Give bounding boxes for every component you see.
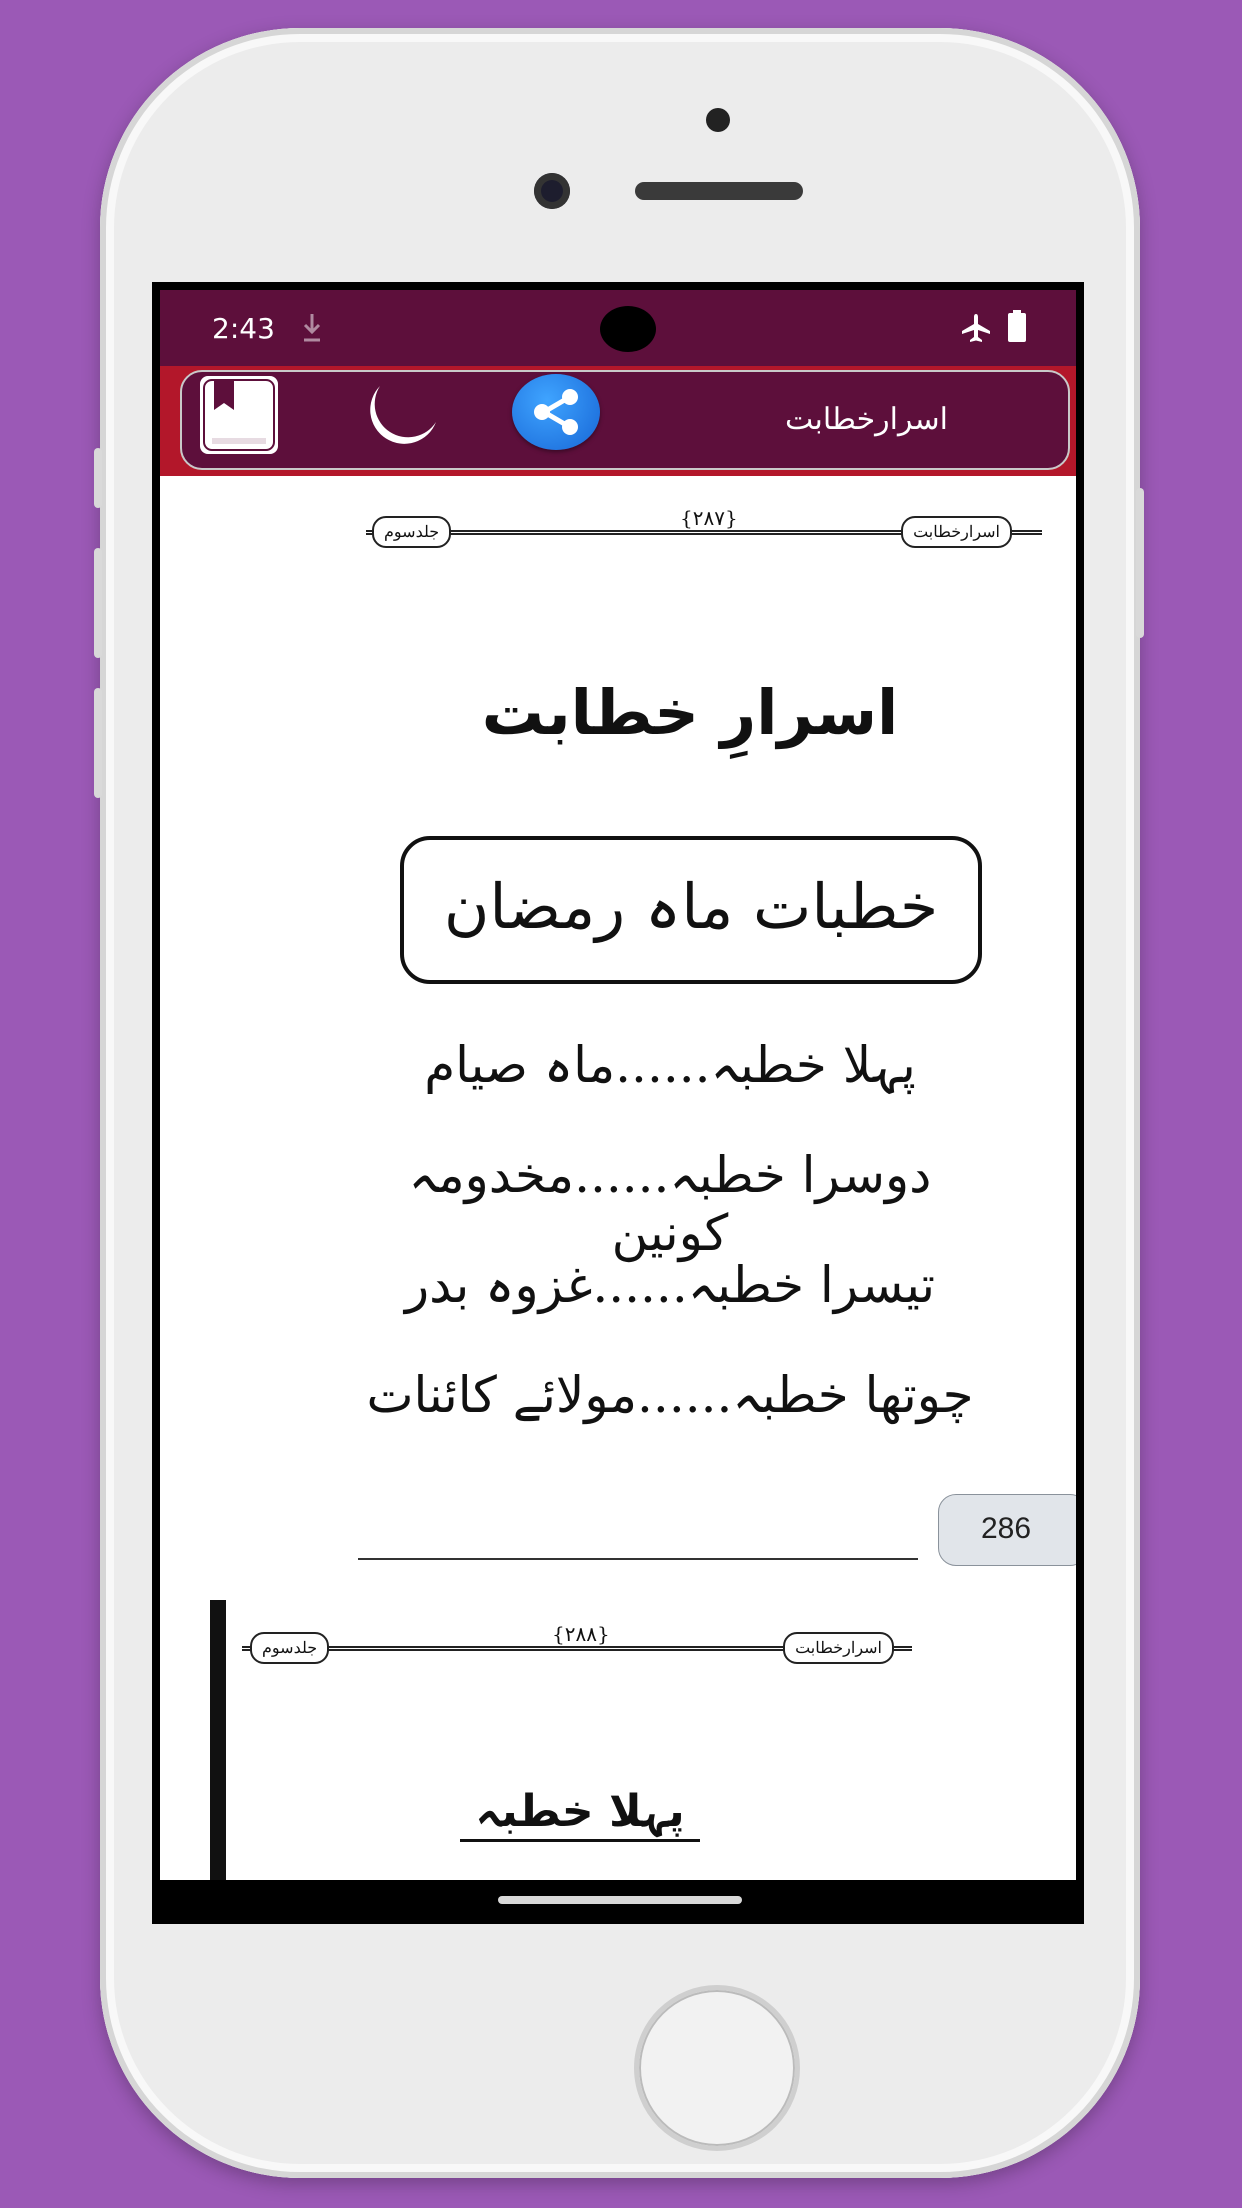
screen bbox=[152, 282, 1084, 1924]
battery-icon bbox=[1008, 310, 1026, 342]
volume-down-button bbox=[94, 688, 102, 798]
gesture-handle[interactable] bbox=[498, 1896, 742, 1904]
volume-up-button bbox=[94, 548, 102, 658]
page-number: {۲۸۷} bbox=[674, 506, 744, 530]
volume-tag: جلدسوم bbox=[250, 1632, 329, 1664]
book-title: اسرارِ خطابت bbox=[481, 676, 899, 749]
volume-tag: جلدسوم bbox=[372, 516, 451, 548]
bookmark-button[interactable] bbox=[200, 376, 278, 454]
airplane-mode-icon bbox=[960, 312, 992, 344]
download-icon bbox=[300, 312, 324, 344]
earpiece-speaker bbox=[635, 182, 803, 200]
mute-switch bbox=[94, 448, 102, 508]
sermon-line: پہلا خطبہ......ماہ صیام bbox=[424, 1036, 916, 1094]
status-bar bbox=[160, 290, 1076, 366]
page-indicator: 286 bbox=[938, 1494, 1076, 1566]
page-number: {۲۸۸} bbox=[546, 1622, 616, 1646]
sermon-heading: پہلا خطبہ bbox=[460, 1786, 700, 1842]
front-camera bbox=[534, 173, 570, 209]
page-header bbox=[242, 1622, 912, 1662]
app-bar bbox=[160, 366, 1076, 476]
app-title: اسرارخطابت bbox=[785, 402, 948, 437]
book-tag: اسرارخطابت bbox=[783, 1632, 894, 1664]
night-mode-button[interactable] bbox=[352, 376, 440, 454]
sermon-line: دوسرا خطبہ......مخدومہ کونین bbox=[408, 1146, 932, 1262]
share-icon bbox=[512, 374, 600, 450]
book-page-viewer[interactable] bbox=[160, 476, 1076, 1880]
share-button[interactable] bbox=[512, 374, 600, 450]
page-header bbox=[366, 506, 1042, 546]
navigation-bar bbox=[152, 1880, 1084, 1924]
section-box bbox=[400, 836, 982, 984]
page-bottom-rule bbox=[358, 1558, 918, 1560]
camera-notch bbox=[600, 306, 656, 352]
book-tag: اسرارخطابت bbox=[901, 516, 1012, 548]
power-button bbox=[1136, 488, 1144, 638]
section-title: خطبات ماہ رمضان bbox=[443, 870, 939, 943]
proximity-sensor bbox=[706, 108, 730, 132]
home-button[interactable] bbox=[634, 1985, 800, 2151]
scan-edge bbox=[210, 1600, 226, 1880]
sermon-line: تیسرا خطبہ......غزوہ بدر bbox=[404, 1256, 936, 1314]
bookmark-icon bbox=[200, 376, 278, 454]
app-bar-panel bbox=[180, 370, 1070, 470]
sermon-line: چوتھا خطبہ......مولائے کائنات bbox=[366, 1366, 974, 1424]
status-time: 2:43 bbox=[212, 312, 275, 345]
moon-icon bbox=[352, 376, 440, 454]
